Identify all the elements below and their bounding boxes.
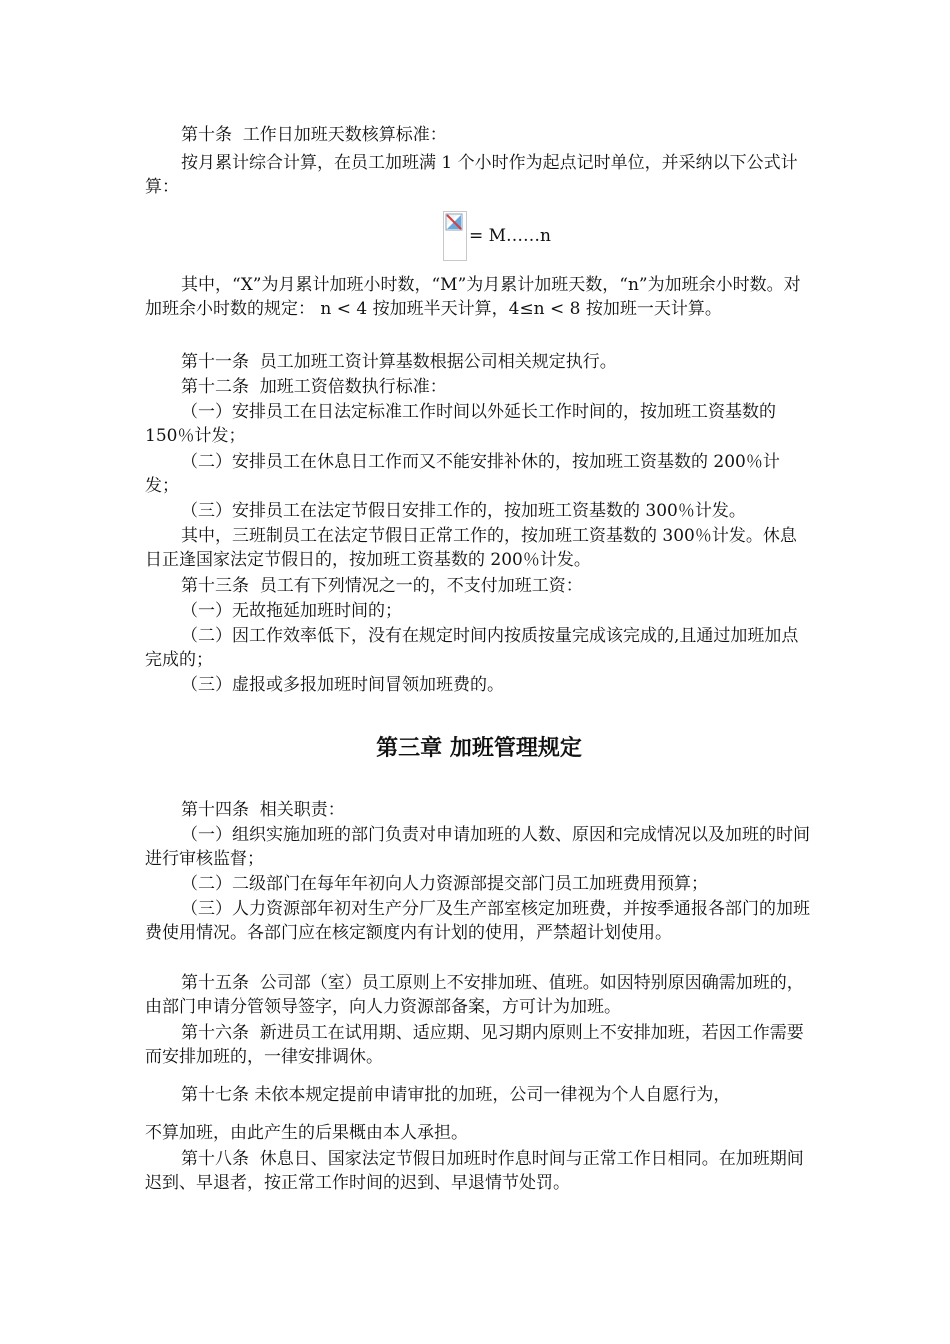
formula <box>443 210 551 262</box>
chapter-3-title: 第三章 加班管理规定 <box>376 735 582 761</box>
article-12-item-3: （三）安排员工在法定节假日安排工作的，按加班工资基数的 300％计发。 <box>181 501 746 521</box>
article-13-heading: 第十三条 员工有下列情况之一的，不支付加班工资： <box>181 576 583 596</box>
broken-image-icon <box>443 211 467 261</box>
article-14-heading: 第十四条 相关职责： <box>181 800 345 820</box>
article-18: 第十八条 休息日、国家法定节假日加班时作息时间与正常工作日相同。在加班期间迟到、早退者，按正常工作时间的迟到、早退情节处罚。 <box>145 1149 804 1193</box>
article-12-heading: 第十二条 加班工资倍数执行标准： <box>181 377 447 397</box>
article-16: 第十六条 新进员工在试用期、适应期、见习期内原则上不安排加班，若因工作需要而安排加班的，一律安排调休。 <box>145 1023 804 1067</box>
article-17-line-1: 第十七条 未依本规定提前申请审批的加班，公司一律视为个人自愿行为， <box>181 1085 731 1105</box>
article-14-item-3: （三）人力资源部年初对生产分厂及生产部室核定加班费，并按季通报各部门的加班费使用情况。各部门应在核定额度内有计划的使用，严禁超计划使用。 <box>145 899 810 943</box>
article-10-heading: 第十条 工作日加班天数核算标准： <box>181 125 447 145</box>
formula-text: = M……n <box>469 226 552 246</box>
article-12-item-2: （二）安排员工在休息日工作而又不能安排补休的，按加班工资基数的 200％计发； <box>145 452 780 496</box>
article-10-explain: 其中，“X”为月累计加班小时数，“M”为月累计加班天数，“n”为加班余小时数。对加班余小时数的规定： n < 4 按加班半天计算，4≤n < 8 按加班一天计算。 <box>145 275 801 319</box>
article-12-note: 其中，三班制员工在法定节假日正常工作的，按加班工资基数的 300％计发。休息日正逢国家法定节假日的，按加班工资基数的 200％计发。 <box>145 526 797 570</box>
article-14-item-1: （一）组织实施加班的部门负责对申请加班的人数、原因和完成情况以及加班的时间进行审核监督； <box>145 825 810 869</box>
article-13-item-2: （二）因工作效率低下，没有在规定时间内按质按量完成该完成的,且通过加班加点完成的； <box>145 626 799 670</box>
article-17-line-2: 不算加班，由此产生的后果概由本人承担。 <box>145 1123 468 1143</box>
article-15: 第十五条 公司部（室）员工原则上不安排加班、值班。如因特别原因确需加班的，由部门申请分管领导签字，向人力资源部备案，方可计为加班。 <box>145 973 804 1017</box>
article-10-body: 按月累计综合计算，在员工加班满 1 个小时作为起点记时单位，并采纳以下公式计算： <box>145 153 798 197</box>
article-14-item-2: （二）二级部门在每年年初向人力资源部提交部门员工加班费用预算； <box>181 874 708 894</box>
article-11: 第十一条 员工加班工资计算基数根据公司相关规定执行。 <box>181 352 617 372</box>
article-13-item-3: （三）虚报或多报加班时间冒领加班费的。 <box>181 675 504 695</box>
article-12-item-1: （一）安排员工在日法定标准工作时间以外延长工作时间的，按加班工资基数的 150％计发； <box>145 402 782 446</box>
article-13-item-1: （一）无故拖延加班时间的； <box>181 601 402 621</box>
